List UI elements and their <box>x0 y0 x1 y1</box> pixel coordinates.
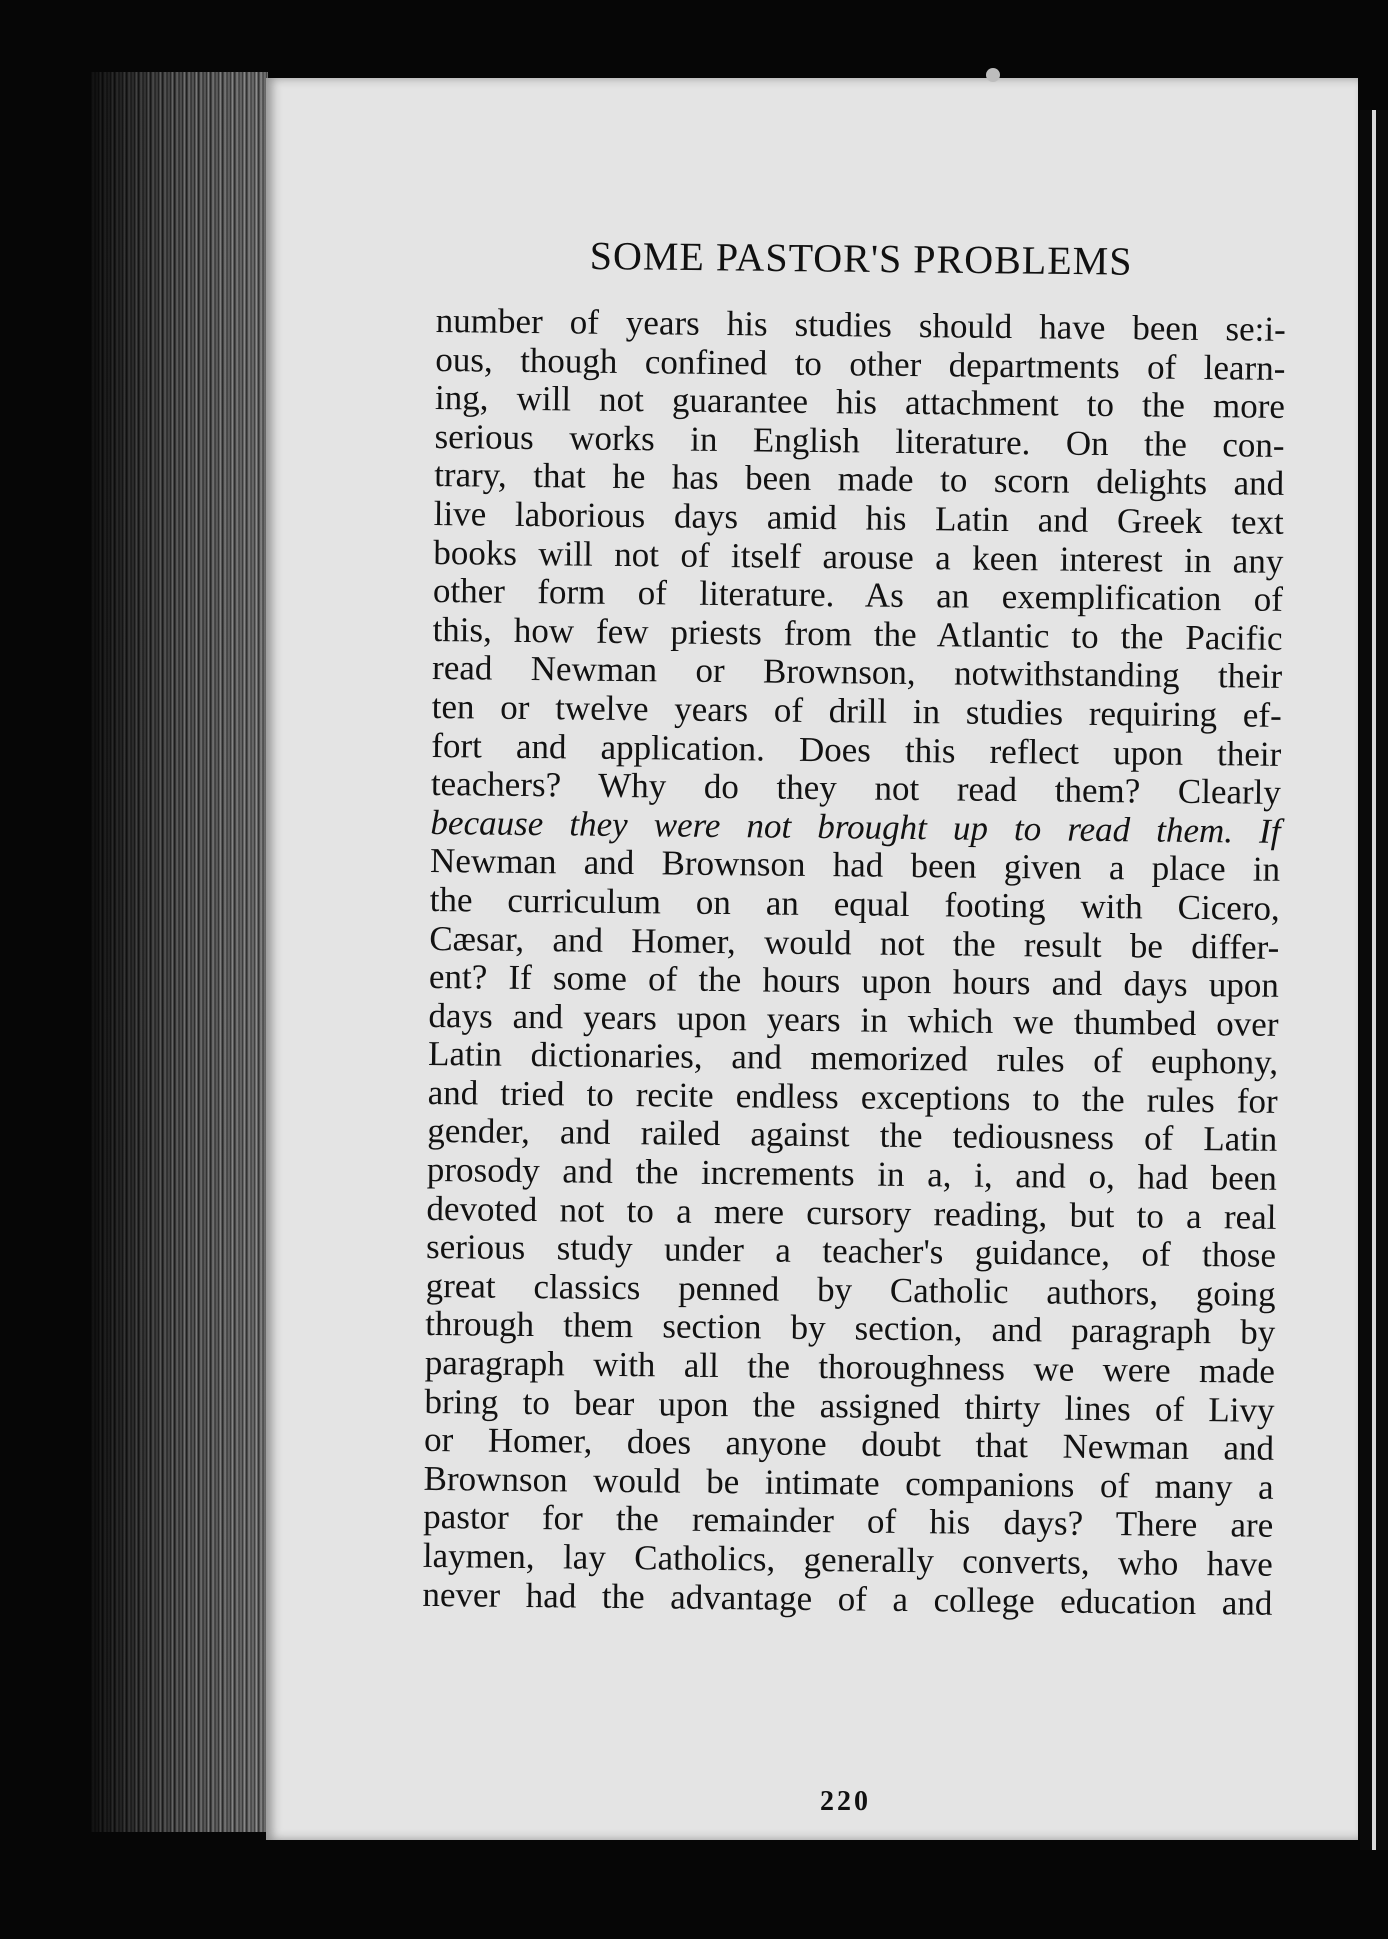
facing-page-edge <box>1372 110 1376 1850</box>
text-line: number of years his studies should have been se:i- <box>435 301 1286 349</box>
text-line: days and years upon years in which we thumbed over <box>428 995 1279 1044</box>
text-line: ing, will not guarantee his attachment to the more <box>434 378 1286 427</box>
text-line: Newman and Brownson had been given a place in <box>429 841 1281 890</box>
page-edge-shadow <box>90 72 268 1832</box>
page-number: 220 <box>820 1786 871 1817</box>
text-line: paragraph with all the thoroughness we were made <box>424 1342 1276 1391</box>
text-line: other form of literature. As an exemplification of <box>432 571 1284 620</box>
text-line: serious works in English literature. On the con- <box>434 416 1285 465</box>
text-line: pastor for the remainder of his days? There are <box>423 1497 1274 1546</box>
text-line: and tried to recite endless exceptions to the rules for <box>427 1072 1278 1121</box>
text-line: Brownson would be intimate companions of many a <box>423 1458 1274 1507</box>
text-line: Latin dictionaries, and memorized rules of euphony, <box>427 1034 1279 1083</box>
text-line: books will not of itself arouse a keen interest in any <box>433 532 1284 581</box>
text-line: serious study under a teacher's guidance, of those <box>425 1227 1277 1276</box>
text-line: never had the advantage of a college education and <box>422 1574 1273 1623</box>
text-line: ous, though confined to other departments of learn- <box>435 339 1286 388</box>
text-line: through them section by section, and paragraph by <box>425 1304 1276 1353</box>
body-text <box>422 302 1286 1623</box>
text-line: live laborious days amid his Latin and Greek text <box>433 493 1284 542</box>
text-line: great classics penned by Catholic authors, going <box>425 1265 1276 1314</box>
text-line-italic: because they were not brought up to read them. If <box>430 802 1281 851</box>
text-line: the curriculum on an equal footing with Cicero, <box>429 879 1280 928</box>
text-line: this, how few priests from the Atlantic to the Pacific <box>432 609 1283 658</box>
text-line: read Newman or Brownson, notwithstanding their <box>431 648 1283 697</box>
text-line: fort and application. Does this reflect upon their <box>431 725 1282 774</box>
ink-spot <box>986 68 1000 82</box>
text-line: devoted not to a mere cursory reading, but to a real <box>426 1188 1277 1237</box>
text-line: bring to bear upon the assigned thirty lines of Livy <box>424 1381 1275 1430</box>
text-line: Cæsar, and Homer, would not the result be differ- <box>429 918 1280 967</box>
text-line: ent? If some of the hours upon hours and days upon <box>428 957 1280 1005</box>
text-line: or Homer, does anyone doubt that Newman and <box>423 1420 1275 1469</box>
running-head: SOME PASTOR'S PROBLEMS <box>589 232 1133 284</box>
text-line: prosody and the increments in a, i, and o, had been <box>426 1150 1278 1198</box>
text-line: ten or twelve years of drill in studies requiring ef- <box>431 686 1282 735</box>
text-line: teachers? Why do they not read them? Clearly <box>430 764 1282 812</box>
text-line: gender, and railed against the tediousness of Latin <box>427 1111 1278 1160</box>
text-line: laymen, lay Catholics, generally converts, who have <box>422 1535 1274 1584</box>
text-line: trary, that he has been made to scorn delights and <box>433 455 1285 504</box>
